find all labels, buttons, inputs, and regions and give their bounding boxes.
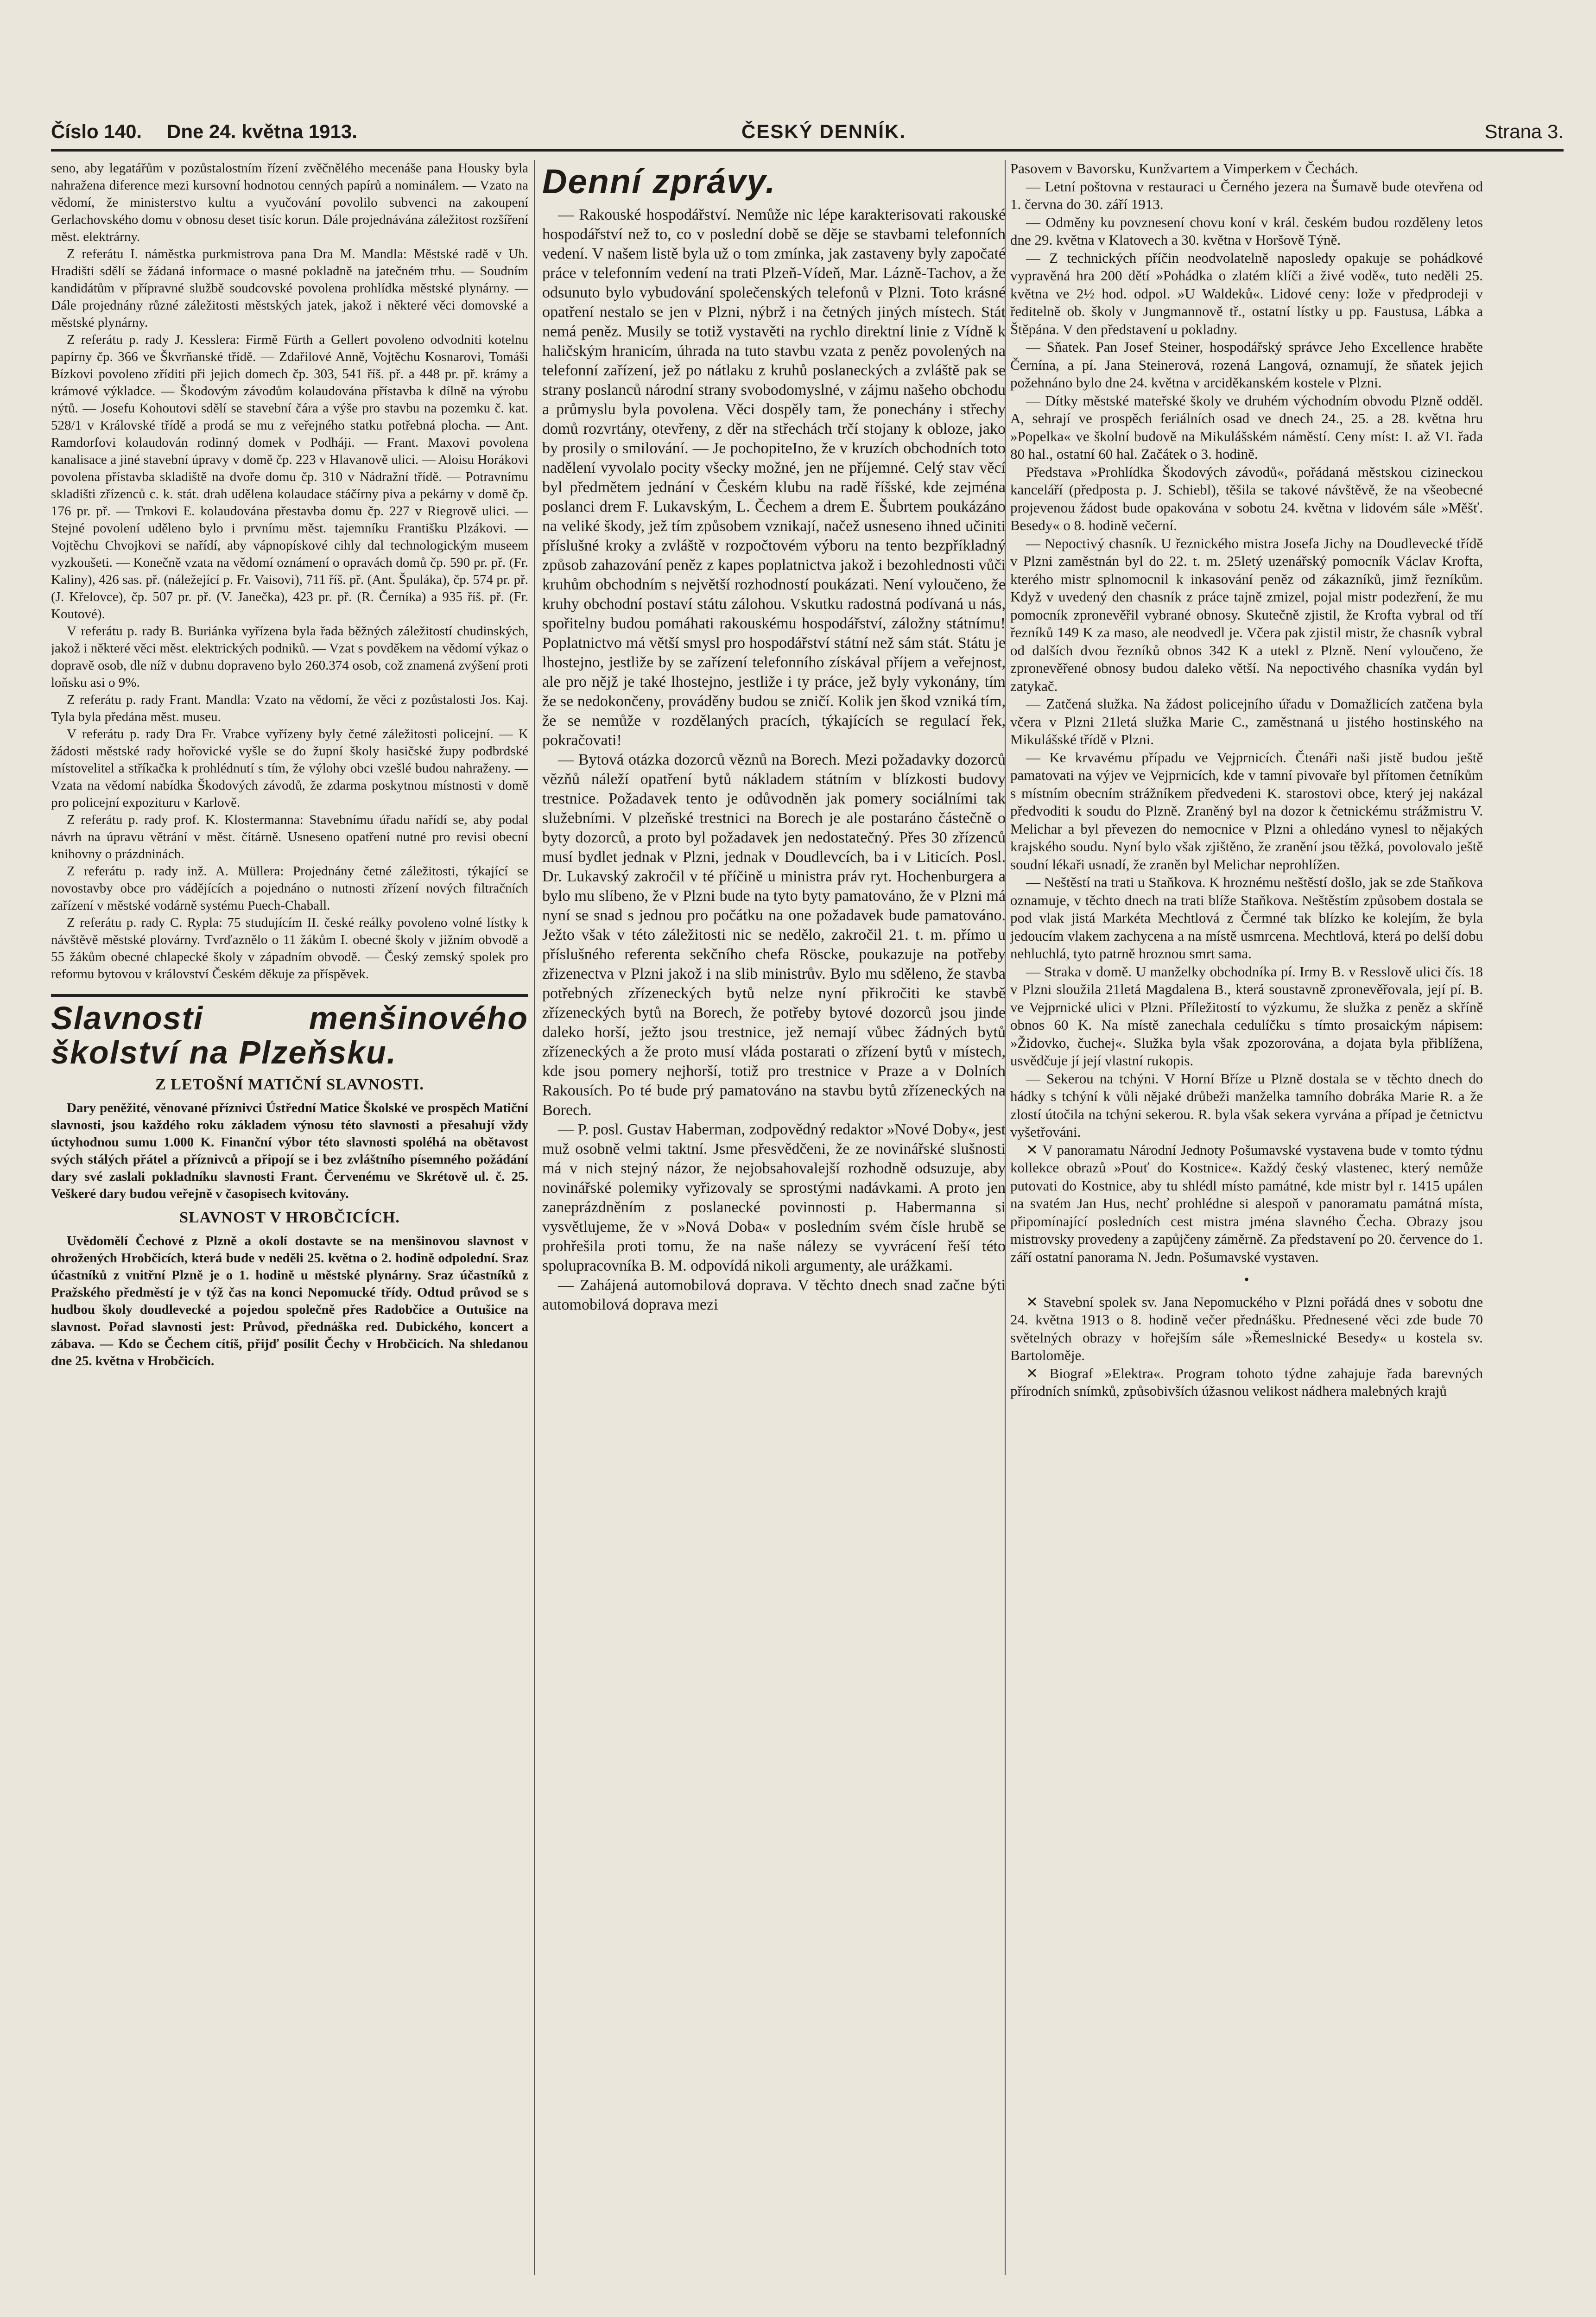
paragraph: — Zahájená automobilová doprava. V těchto dnech snad začne býti automobilová doprava mezi bbox=[542, 1276, 1006, 1313]
paragraph: Pasovem v Bavorsku, Kunžvartem a Vimperkem v Čechách. bbox=[1010, 160, 1358, 177]
section-title: Denní zprávy. bbox=[542, 162, 776, 201]
paragraph: — P. posl. Gustav Haberman, zodpovědný redaktor »Nové Doby«, jest muž osobně velmi taktní. Jsme přesvědčeni, že ze novinářské slušnosti má v nich stejný názor, že nejobsahovalejší rozhodně odsuzuje, aby novinářské polemiky vyřizovaly se sprostými nadávkami. A proto jen zaneprázdněním z poslanecké povinnosti p. Habermanna si vysvětlujeme, že v »Nová Doba« v posledním svém čísle hrubě se prohřešila proti tomu, že na naše nálezy se vyvrácení řeší této spolupracovníka B. M. odpovídá nikoli argumenty, ale urážkami. bbox=[542, 1121, 1006, 1274]
paragraph: Z referátu p. rady inž. A. Müllera: Projednány četné záležitosti, týkající se novostavby obce pro vádějících a pojednáno o nutnosti zřízení nových filtračních zařízení v městské vodárně systému Puech-Chaball. bbox=[51, 864, 528, 913]
paragraph: Uvědomělí Čechové z Plzně a okolí dostavte se na menšinovou slavnost v ohrožených Hrobčicích, která bude v neděli 25. května o 2. hodině odpolední. Sraz účastníků z vnitřní Plzně je o 1. hodině u městské plynárny. Sraz účastníků z Pražského předměstí je v týž čas na konci Nepomucké třídy. Odtud průvod se s hudbou školy doudlevecké a pojedou společně přes Radobčice a Outušice na slavnost. Pořad slavnosti jest: Průvod, přednáška red. Dubického, koncert a zábava. — Kdo se Čechem cítíš, přijď posílit Čechy v Hrobčicích. Na shledanou dne 25. května v Hrobčicích. bbox=[51, 1234, 528, 1368]
paragraph: — Nepoctivý chasník. U řeznického mistra Josefa Jichy na Doudlevecké třídě v Plzni zaměstnán byl do 22. t. m. 25letý uzenářský pomocník Václav Krofta, kterého mistr splnomocnil k inkasování peněz od zákazníků, jimž řezníkům. Když v uvedený den chasník z práce tajně zmizel, pojal mistr podezření, že mu pomocník zpronevěřil vybrané obnosy. Skutečně zjistil, že Krofta vybral od tří řezníků 149 K za maso, ale neodvedl je. Včera pak zjistil mistr, že chasník vybral od dalších dvou řezníků obnos 342 K a utekl z Plzně. Není vyloučeno, že zpronevěřené obnosy budou daleko větší. Na nepoctivého chasníka vydán byl zatykač. bbox=[1010, 535, 1483, 694]
paragraph: — Neštěstí na trati u Staňkova. K hroznému neštěstí došlo, jak se zde Staňkova oznamuje, v těchto dnech na trati blíže Staňkova. Neštěstím způsobem dostala se pod vlak jistá Markéta Mechtlová z Čermné tak blízko ke kolejím, že byla jedoucím vlakem zachycena a na místě usmrcena. Mechtlová, která po delší dobu nehluchlá, tyto patrně hroznou smrt sama. bbox=[1010, 874, 1483, 962]
page-header bbox=[51, 111, 1564, 153]
column-3 bbox=[1010, 160, 1483, 2275]
issue-number: Číslo 140. bbox=[51, 120, 142, 142]
section-rule bbox=[51, 994, 528, 997]
column-1 bbox=[51, 160, 528, 2275]
paragraph: — Sekerou na tchýni. V Horní Bříze u Plzně dostala se v těchto dnech do hádky s tchýní k vůli nějaké drůbeži manželka tamního dobráka Marie R. a že zlostí útočila na tchýni sekerou. R. byla však sekera vyrvána a případ je četnictvu vyšetřováni. bbox=[1010, 1070, 1483, 1140]
star-divider-icon: • bbox=[1244, 1271, 1249, 1287]
paragraph: — Ke krvavému případu ve Vejprnicích. Čtenáři naši jistě budou ještě pamatovati na výjev ve Vejprnicích, kde v tamní pivovaře byl přítomen četníkům s místním obecním strážníkem předvedeni K. starostovi obce, který jej nakázal předvoditi k soudu do Plzně. Zraněný byl na dozor k četnickému strážmistru V. Melichar a byl převezen do nemocnice v Plzni a ohledáno vynesl to nějakých krajského soudu. Nyní bylo však zjištěno, že zranění jsou těžká, povolovalo ještě soudní lékaři usnadí, že zraněn byl Melichar neprohlížen. bbox=[1010, 749, 1483, 873]
header-rule bbox=[51, 149, 1564, 152]
paragraph: Dary peněžité, věnované příznivci Ústřední Matice Školské ve prospěch Matiční slavnosti, jsou každého roku základem výnosu této slavnosti a přesahují vždy úctyhodnou sumu 1.000 K. Finanční výbor této slavnosti spoléhá na obětavost svých stálých přátel a příznivců a připojí se i bez zvláštního písemného požádání dary své zaslali pokladníku slavnosti Frant. Červenému ve Skrétově ul. č. 25. Veškeré dary budou veřejně v časopisech kvitovány. bbox=[51, 1101, 528, 1201]
issue-date: Dne 24. května 1913. bbox=[167, 120, 357, 142]
newspaper-title: ČESKÝ DENNÍK. bbox=[741, 120, 906, 142]
subheading: Z LETOŠNÍ MATIČNÍ SLAVNOSTI. bbox=[155, 1076, 424, 1093]
paragraph: Z referátu I. náměstka purkmistrova pana Dra M. Mandla: Městské radě v Uh. Hradišti sdělí se žádaná informace o masné pokladně na jatečném trhu. — Soudním kandidátům v přípravné službě soudcovské povolena prohlídka městské plynárny. — Dále projednány různé záležitosti městských jatek, jakož i některé věci domovské a městské plynárny. bbox=[51, 247, 528, 330]
paragraph: ✕ Stavební spolek sv. Jana Nepomuckého v Plzni pořádá dnes v sobotu dne 24. května 1913 o 8. hodině večer přednášku. Přednesené věci zde bude 70 světelných obrazy v hořejším sále »Řemeslnické Besedy« u kostela sv. Bartoloměje. bbox=[1010, 1293, 1483, 1363]
paragraph: V referátu p. rady Dra Fr. Vrabce vyřízeny byly četné záležitosti policejní. — K žádosti městské rady hořovické vyšle se do župní školy hasičské župy podbrdské místovelitel a stříkačka k prohlédnutí s tím, že výlohy obci vzešlé budou nahraženy. — Vzata na vědomí nabídka Škodových závodů, že zdarma poskytnou místnosti v domě pro policejní expozituru v Karlově. bbox=[51, 727, 528, 810]
subheading: SLAVNOST V HROBČICÍCH. bbox=[179, 1209, 400, 1226]
paragraph: — Rakouské hospodářství. Nemůže nic lépe karakterisovati rakouské hospodářství než to, co v poslední době se děje se stavbami telefonních vedení. V našem listě byla už o tom zmínka, jak zastaveny byly započaté práce v telefonním vedení na trati Plzeň-Vídeň, Mar. Lázně-Tachov, a že odsunuto bylo vybudování společenských telefonů v Plzni. Toto krásné opatření nestalo se jen v Plzni, nýbrž i na četných jiných místech. Stát nemá peněz. Musily se totiž vystavěti na rychlo direktní linie z Vídně k haličským hranicím, úhrada na tuto stavbu vzata z peněz povolených na telefonní zařízení, jež po nátlaku z kruhů poslaneckých a zvláště pak se strany poslanců národní strany svobodomyslné, v zájmu našeho obchodu a průmyslu byla povolena. Věci dospěly tam, že ponechány i střechy domů rozvrtány, otevřeny, z děr na střechách trčí stojany k obloze, jako by prosily o smilování. — Je pochopiteIno, že v kruzích obchodních toto nadělení vyvolalo pocity všecky možné, jen ne příjemné. Celý stav věcí byl předmětem jednání v Českém klubu na radě říšské, kde zejména poslanci drem F. Lukavským, L. Čechem a drem E. Šubrtem poukázáno na veliké škody, jež tím způsobem vznikají, načež usneseno ihned učiniti příslušné kroky a zvláště v rozpočtovém výboru na tento bezpříkladný způsob zahazování peněz z kapes poplatnictva jakož i bezohlednosti vůči kruhům obchodním s největší rozhodností poukázati. Není vyloučeno, že kruhy obchodní postaví státu zálohou. Vskutku radostná podívaná u nás, spořitelny budou pomáhati rakouskému hospodářství, záložny státnímu! Poplatnictvo má větší smysl pro hospodářství státní než sám stát. Státu je lhostejno, jestliže by se zařízení telefonního získával příjem a veřejnost, ale pro nějž je také lhostejno, jestliže i ty práce, jež byly vykonány, tím že se nedokončeny, prováděny budou se zničí. Kolik jen škod vzniká tím, že se nemůže v rozdělaných pracích, týkajících se regulací řek, pokračovati! bbox=[542, 206, 1006, 749]
paragraph: — Zatčená služka. Na žádost policejního úřadu v Domažlicích zatčena byla včera v Plzni 21letá služka Marie C., zaměstnaná u jistého hostinského na Mikulášské třídě v Plzni. bbox=[1010, 696, 1483, 747]
section-title: Slavnosti menšinového školství na Plzeňsku. bbox=[51, 1000, 528, 1070]
paragraph: Z referátu p. rady J. Kesslera: Firmě Fürth a Gellert povoleno odvodniti kotelnu papírny čp. 366 ve Škvrňanské třídě. — Zdařilové Anně, Vojtěchu Kosnarovi, Tomáši Bízkovi povoleno zříditi při jejich domech čp. 303, 541 říš. př. a 448 pr. př. krámy a krámové výkladce. — Škodovým závodům kolaudována přístavba k dílně na výrobu nýtů. — Josefu Kohoutovi sdělí se stavební čára a výše pro stavbu na pozemku č. kat. 528/1 v Královské třídě a prodá se mu z veřejného statku potřebná plocha. — Ant. Ramdorfovi kolaudován rodinný domek v Podháji. — Frant. Maxovi povolena kanalisace a jiné stavební úpravy v domě čp. 223 v Hlavanově ulici. — Aloisu Horákovi povolena přístavba skladiště na dvoře domu čp. 310 v Nádražní třídě. — Potravnímu skladišti zřízenců c. k. stát. drah udělena kolaudace stáčírny piva a pekárny v domě čp. 176 pr. př. — Trnkovi E. kolaudována přestavba domu čp. 227 v Riegrově ulici. — Stejné povolení uděleno bylo i prvnímu měst. tajemníku Františku Plzákovi. — Vojtěchu Chvojkovi se nařídí, aby vápnopískové cihly dal technologickým museem vyzkoušeti. — Konečně vzata na vědomí oznámení o opravách domů čp. 590 pr. př. (Fr. Kaliny), 426 sas. př. (náležející p. Fr. Vaisovi), 711 říš. př. (Ant. Špuláka), čp. 574 pr. př. (J. Křelovce), čp. 507 pr. př. (V. Janečka), 423 pr. př. (R. Černíka) a 935 říš. př. (Fr. Koutové). bbox=[51, 332, 528, 621]
column-2 bbox=[542, 160, 1006, 2275]
paragraph: seno, aby legatářům v pozůstalostním řízení zvěčnělého mecenáše pana Housky byla nahražena diference mezi kursovní hodnotou cenných papírů a nominálem. — Vzato na vědomí, že ministerstvo kultu a vyučování povolilo subvenci na zakoupení Gerlachovského domu v obnosu deset tisíc korun. Dále projednávána záležitost rozšíření měst. elektrárny. bbox=[51, 161, 528, 244]
paragraph: — Z technických příčin neodvolatelně naposledy opakuje se pohádkové vypravěná hra 200 dětí »Pohádka o zlatém klíči a živé vodě«, tuto neděli 25. května ve 2½ hod. odpol. »U Waldeků«. Lidové ceny: lože v předprodeji v ředitelně ob. školy v Jungmannově tř., ostatní lístky u pp. Faustusa, Lábka a Štěpána. V den představení u pokladny. bbox=[1010, 249, 1483, 337]
paragraph: — Letní poštovna v restauraci u Černého jezera na Šumavě bude otevřena od 1. června do 30. září 1913. bbox=[1010, 178, 1483, 212]
paragraph: — Bytová otázka dozorců věznů na Borech. Mezi požadavky dozorců vězňů náleží opatření bytů nákladem státním v blízkosti budovy trestnice. Požadavek tento je odůvodněn jak pomery sociálními tak služebními. V plzeňské trestnici na Borech je ale postaráno částečně o byty dozorců, a proto byl požadavek jen nedostatečný. Přes 30 zřízenců musí bydlet jednak v Plzni, jednak v Doudlevcích, ba i v Liticích. Posl. Dr. Lukavský zakročil v té příčině u ministra práv ryt. Hochenburgera a bylo mu slíbeno, že v Plzni bude na tyto byty pamatováno, že v Plzni má nyní se snad s jednou pro počátku na one požadavek bude pamatováno. Ježto však v této záležitosti nic se nedělo, zakročil 21. t. m. přímo u příslušného referenta sekčního chefa Röscke, poukazuje na potřeby zřizenectva v Plzni jakož i na slib ministrův. Bylo mu sděleno, že stavba potřebných zřízeneckých bytů nelze nyní přikročiti ke stavbě zřízeneckých bytů na Borech, že potřeby bytové dozorců jsou jinde daleko horší, ježto jsou trestnice, jež nemají vůbec žádných bytů zřízeneckých a že proto musí vláda postarati o zřízení bytů v místech, kde jsou pomery nejhorší, totiž pro trestnice v Praze a v Dolních Rakousích. Po té bude prý pamatováno na stavbu bytů zřízeneckých na Borech. bbox=[542, 751, 1006, 1119]
paragraph: — Straka v domě. U manželky obchodníka pí. Irmy B. v Resslově ulici čís. 18 v Plzni sloužila 21letá Magdalena B., která soustavně zpronevěřovala, její pí. B. ve Vejprnické ulici v Plzni. Příležitostí to výzkumu, že služka z peněz a skříně obnos 60 K. Na místě zanechala cedulíčku s tímto prosaickým nápisem: »Židovko, čuchej«. Služka byla však zpozorována, a dojata byla přiblížena, usvědčuje jí její vlastní rukopis. bbox=[1010, 963, 1483, 1069]
paragraph: Z referátu p. rady C. Rypla: 75 studujícím II. české reálky povoleno volné lístky k návštěvě městské plovárny. Tvrďaznělo o 11 žákům I. obecné školy v jižním obvodě a 55 žákům obecné chlapecké školy v západním obvodě. — Český zemský spolek pro reformu bytovou v království Českém děkuje za příspěvek. bbox=[51, 915, 528, 981]
paragraph: — Dítky městské mateřské školy ve druhém východním obvodu Plzně odděl. A, sehrají ve prospěch feriálních osad ve dnech 24., 25. a 28. května hru »Popelka« ve školní budově na Mikulášském náměstí. Ceny míst: I. až VI. řada 80 hal., ostatní 60 hal. Začátek o 3. hodině. bbox=[1010, 392, 1483, 462]
paragraph: Z referátu p. rady Frant. Mandla: Vzato na vědomí, že věci z pozůstalosti Jos. Kaj. Tyla byla předána měst. museu. bbox=[51, 692, 528, 724]
paragraph: ✕ Biograf »Elektra«. Program tohoto týdne zahajuje řada barevných přírodních snímků, způsobivších úžasnou velikost nádhera malebných krajů bbox=[1010, 1365, 1483, 1399]
paragraph: — Sňatek. Pan Josef Steiner, hospodářský správce Jeho Excellence hraběte Černína, a pí. Jana Steinerová, rozená Langová, oznamují, že sňatek jejich požehnáno bylo dne 24. května v arciděkanském kostele v Plzni. bbox=[1010, 339, 1483, 391]
column-divider bbox=[534, 160, 535, 2275]
paragraph: Představa »Prohlídka Škodových závodů«, pořádaná městskou cizineckou kanceláří (předposta p. J. Schiebl), těšila se takové návštěvě, že na všeobecné projevenou žádost bude opakována v sobotu 24. května v lidovém sále »Měšť. Besedy« o 8. hodině večerní. bbox=[1010, 463, 1483, 533]
paragraph: V referátu p. rady B. Buriánka vyřízena byla řada běžných záležitostí chudinských, jakož i některé věci měst. elektrických podniků. — Vzat s povděkem na vědomí výkaz o dopravě osob, dle níž v dubnu dopraveno bylo 260.374 osob, což znamená zvýšení proti loňsku asi o 9%. bbox=[51, 624, 528, 690]
paragraph: ✕ V panoramatu Národní Jednoty Pošumavské vystavena bude v tomto týdnu kollekce obrazů »Pouť do Kostnice«. Každý český vlastenec, který nemůže putovati do Kostnice, aby tu shlédl místo památné, kde mistr byl r. 1415 upálen na svatém Jan Hus, nechť prohlédne si alespoň v panoramatu památná místa, připomínající posledních cest mistra jména slavného Čecha. Obrazy jsou mistrovsky provedeny a zapůjčeny záměrně. Za představení po 20. července do 1. září ostatní panorama N. Jedn. Pošumavské vystaven. bbox=[1010, 1141, 1483, 1265]
paragraph: — Odměny ku povznesení chovu koní v král. českém budou rozděleny letos dne 29. května v Klatovech a 30. května v Horšově Týně. bbox=[1010, 214, 1483, 248]
page-number: Strana 3. bbox=[1484, 120, 1564, 142]
paragraph: Z referátu p. rady prof. K. Klostermanna: Stavebnímu úřadu nařídí se, aby podal návrh na úpravu větrání v měst. čítárně. Usneseno opatření nutné pro revisi obecní knihovny o prázdninách. bbox=[51, 812, 528, 861]
